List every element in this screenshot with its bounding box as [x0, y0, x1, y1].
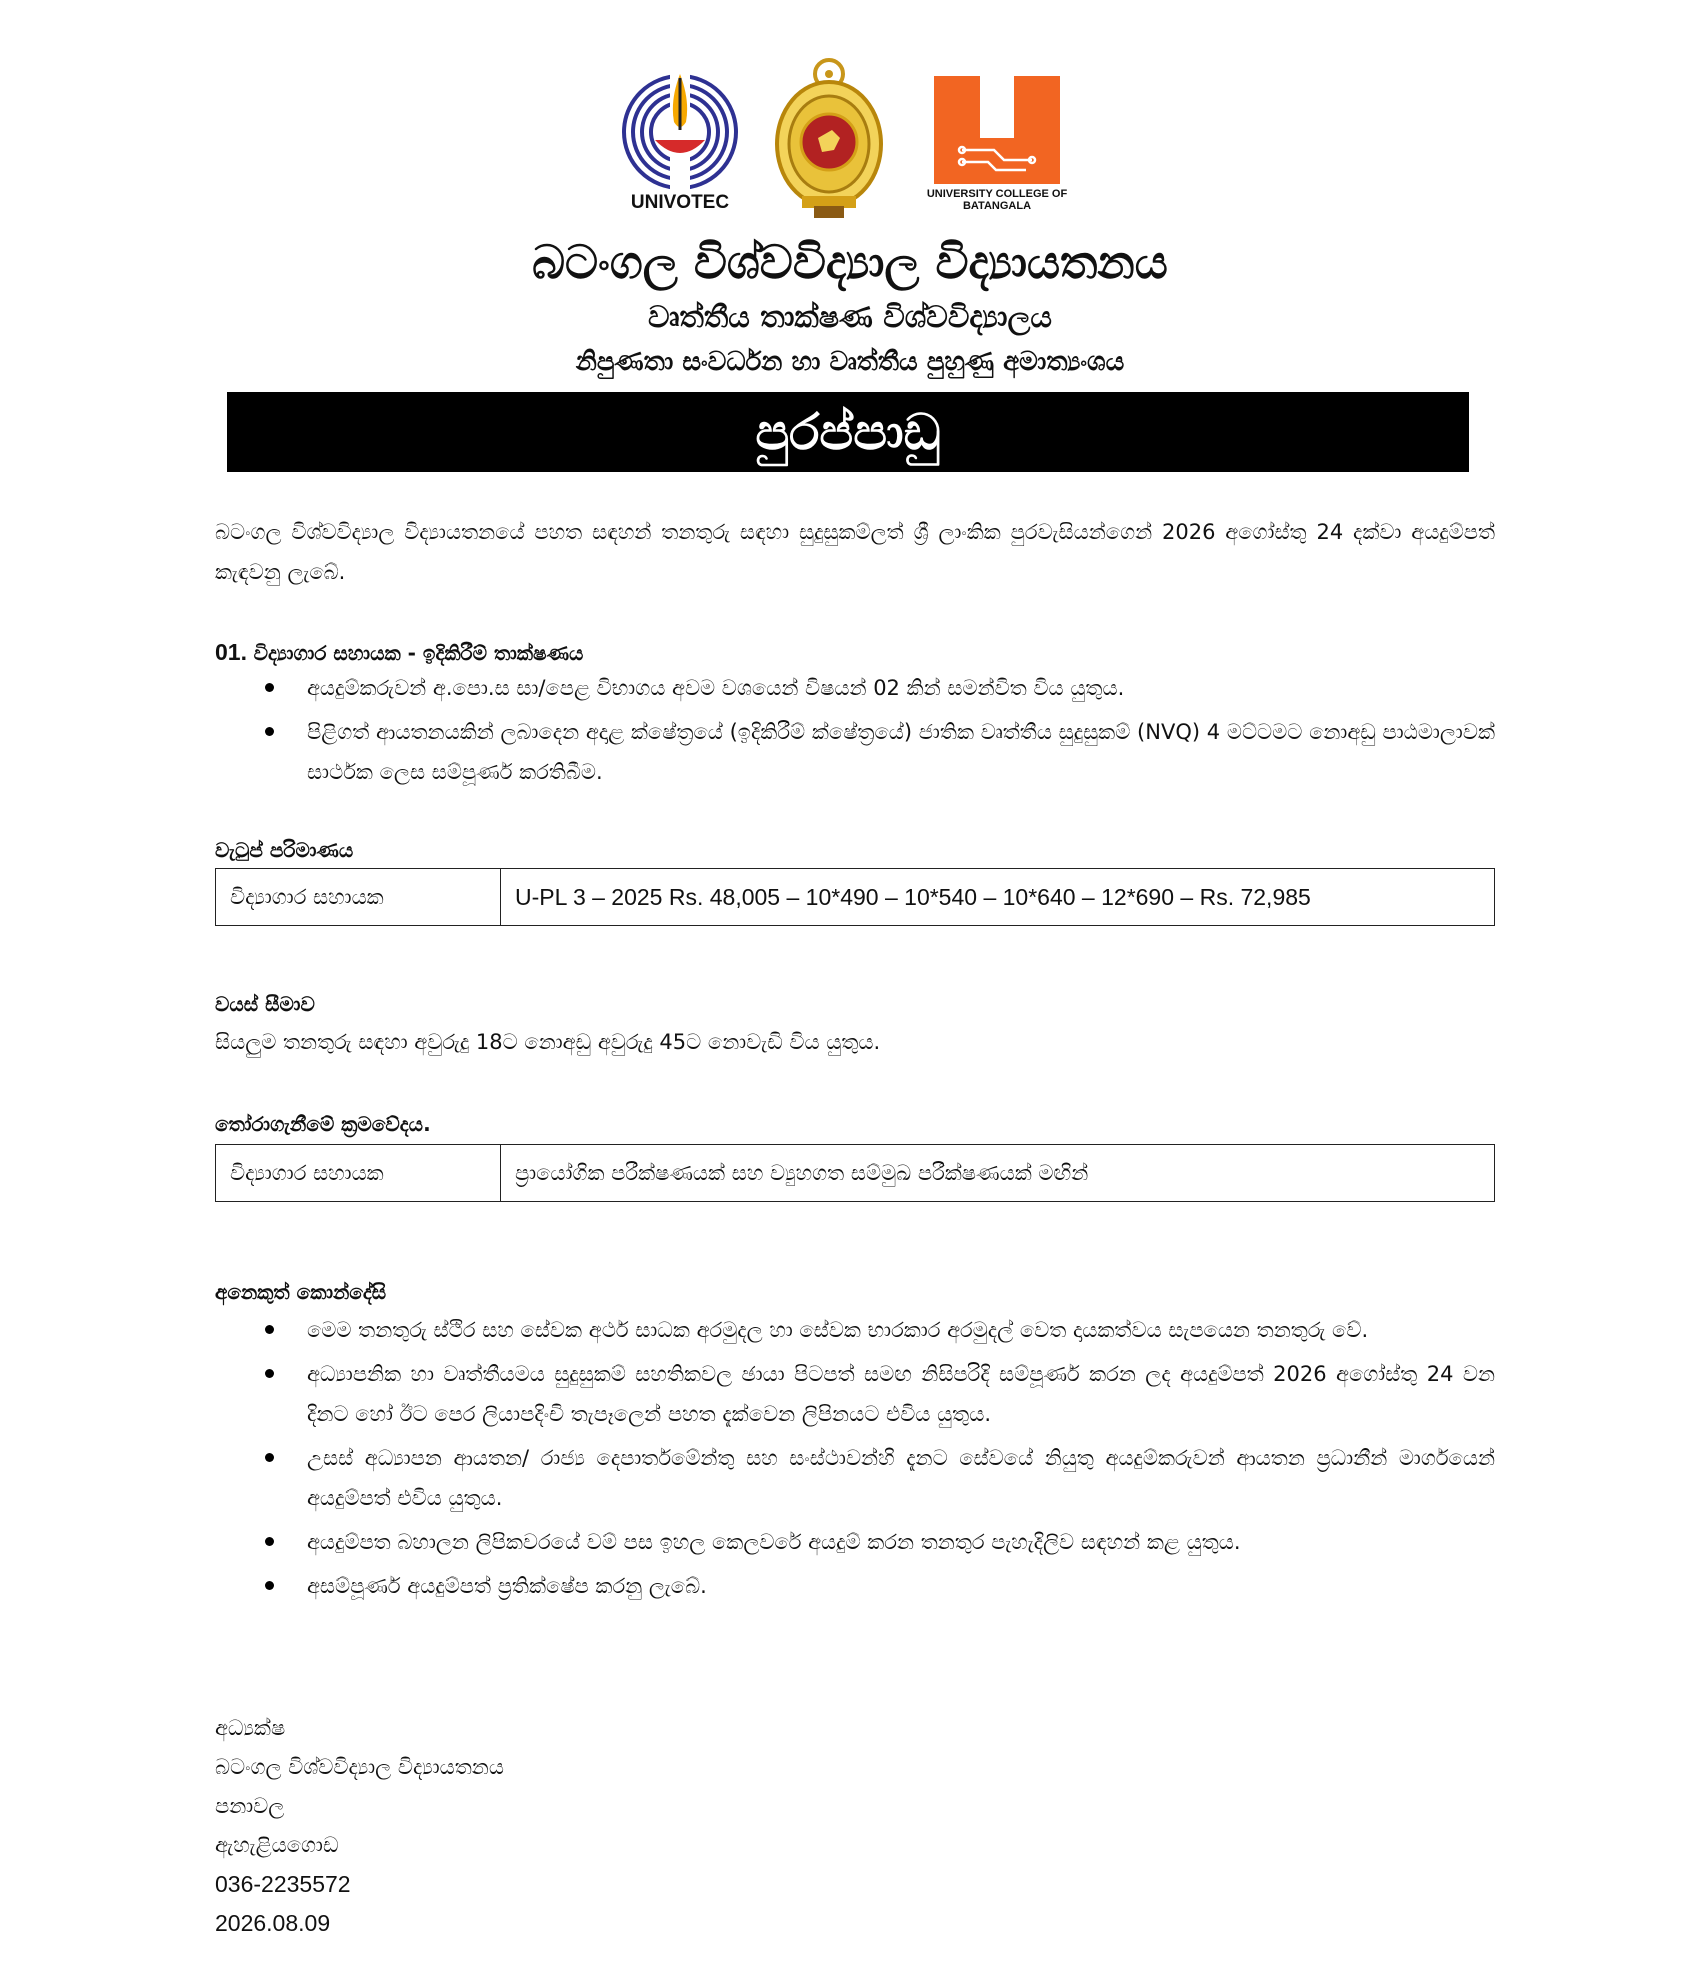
- bullet-icon: [265, 727, 274, 736]
- signature-phone: 036-2235572: [215, 1871, 351, 1897]
- requirement-text: පිළිගත් ආයතනයකින් ලබාදෙන අදාළ ක්ෂේත්‍රයේ (ඉදිකිරීම් ක්ෂේත්‍රයේ) ජාතික වෘත්තීය සුදුසුකම් (NVQ) 4 මට්ටමට නොඅඩු පාඨමාලාවක් සාර්ථක ලෙස සම්පූර්ණ කරතිබීම.: [307, 720, 1495, 784]
- other-conditions-list: [215, 1310, 1495, 1610]
- univotec-logo: [610, 70, 750, 220]
- section-1-number: 01.: [215, 639, 247, 665]
- list-item: [215, 1438, 1495, 1518]
- salary-heading: වැටුප් පරිමාණය: [215, 838, 354, 862]
- logo-strip: [0, 70, 1700, 230]
- selection-table: [215, 1144, 1495, 1202]
- list-item: [215, 1354, 1495, 1434]
- univotec-caption: UNIVOTEC: [630, 192, 730, 213]
- bullet-icon: [265, 1453, 274, 1462]
- selection-position-cell: විද්‍යාගාර සහායක: [216, 1145, 501, 1202]
- list-item: [215, 1566, 1495, 1606]
- signature-date: 2026.08.09: [215, 1910, 331, 1936]
- list-item: [215, 1522, 1495, 1562]
- ucb-caption-line2: BATANGALA: [962, 200, 1032, 212]
- signature-address-line: ඇහැළියගොඩ: [215, 1833, 339, 1857]
- university-subtitle: වෘත්තීය තාක්ෂණ විශ්වවිද්‍යාලය: [648, 300, 1052, 335]
- ucb-caption: [922, 188, 1072, 212]
- bullet-icon: [265, 1537, 274, 1546]
- condition-text: උසස් අධ්‍යාපන ආයතන/ රාජ්‍ය දෙපාර්තමේන්තු සහ සංස්ථාවන්හි දැනට සේවයේ නියුතු අයදුම්කරුවන් ආයතන ප්‍රධානීන් මාර්ගයෙන් අයදුම්පත් එවිය යුතුය.: [307, 1446, 1495, 1510]
- signature-address-line: පනාවල: [215, 1794, 285, 1818]
- age-heading: වයස් සීමාව: [215, 992, 315, 1016]
- university-college-batangala-logo: [922, 74, 1072, 214]
- bullet-icon: [265, 1581, 274, 1590]
- other-conditions-heading: අනෙකුත් කොන්දේසි: [215, 1280, 387, 1304]
- salary-table: [215, 868, 1495, 926]
- table-row: [216, 1145, 1495, 1202]
- condition-text: අසම්පූර්ණ අයදුම්පත් ප්‍රතික්ෂේප කරනු ලැබේ.: [307, 1574, 707, 1598]
- selection-method-cell: ප්‍රායෝගික පරීක්ෂණයක් සහ ව්‍යුහගත සම්මුඛ පරීක්ෂණයක් මඟින්: [501, 1145, 1495, 1202]
- condition-text: අයදුම්පත බහාලන ලිපිකවරයේ වම් පස ඉහල කෙලවරේ අයදුම් කරන තනතුර පැහැදිලිව සඳහන් කළ යුතුය.: [307, 1530, 1241, 1554]
- selection-heading: තෝරාගැනීමේ ක්‍රමවේදය.: [215, 1112, 431, 1136]
- ministry-subtitle: නිපුණතා සංවර්ධන හා වෘත්තීය පුහුණු අමාත්‍යංශය: [575, 347, 1125, 377]
- bullet-icon: [265, 1325, 274, 1334]
- age-text: සියලුම තනතුරු සඳහා අවුරුදු 18ට නොඅඩු අවුරුදු 45ට නොවැඩි විය යුතුය.: [215, 1030, 881, 1054]
- vacancies-banner: [227, 392, 1469, 472]
- vacancies-banner-text: පුරප්පාඩු: [755, 403, 941, 461]
- salary-position-cell: විද්‍යාගාර සහායක: [216, 869, 501, 926]
- section-1-title: විද්‍යාගාර සහායක - ඉදිකිරීම් තාක්ෂණය: [253, 641, 584, 665]
- table-row: [216, 869, 1495, 926]
- list-item: [215, 1310, 1495, 1350]
- condition-text: මෙම තනතුරු ස්ථිර සහ සේවක අර්ථ සාධක අරමුදල හා සේවක භාරකාර අරමුදල් වෙත දායකත්වය සැපයෙන තනතුරු වේ.: [307, 1318, 1369, 1342]
- salary-scale-cell: U-PL 3 – 2025 Rs. 48,005 – 10*490 – 10*540 – 10*640 – 12*690 – Rs. 72,985: [501, 869, 1495, 926]
- signature-institution: බටංගල විශ්වවිද්‍යාල විද්‍යායතනය: [215, 1755, 504, 1779]
- ucb-caption-line1: UNIVERSITY COLLEGE OF: [926, 188, 1068, 200]
- requirements-list: [215, 668, 1495, 796]
- signature-title: අධ්‍යක්ෂ: [215, 1716, 286, 1740]
- sri-lanka-emblem-logo: [770, 56, 888, 220]
- section-1-heading: [215, 632, 1495, 673]
- institution-title: බටංගල විශ්වවිද්‍යාල විද්‍යායතනය: [532, 235, 1168, 289]
- list-item: [215, 668, 1495, 708]
- list-item: [215, 712, 1495, 792]
- condition-text: අධ්‍යාපනික හා වෘත්තීයමය සුදුසුකම් සහතිකවල ඡායා පිටපත් සමඟ නිසිපරිදි සම්පූර්ණ කරන ලද අයදුම්පත් 2026 අගෝස්තු 24 වන දිනට හෝ ඊට පෙර ලියාපදිංචි තැපෑලෙන් පහත දැක්වෙන ලිපිනයට එවිය යුතුය.: [307, 1362, 1495, 1426]
- bullet-icon: [265, 1369, 274, 1378]
- intro-paragraph: බටංගල විශ්වවිද්‍යාල විද්‍යායතනයේ පහත සඳහන් තනතුරු සඳහා සුදුසුකම්ලත් ශ්‍රී ලාංකික පුරවැසියන්ගෙන් 2026 අගෝස්තු 24 දක්වා අයදුම්පත් කැඳවනු ලැබේ.: [215, 520, 1495, 584]
- signature-block: [215, 1709, 504, 1943]
- requirement-text: අයදුම්කරුවන් අ.පො.ස සා/පෙළ විභාගය අවම වශයෙන් විෂයන් 02 කින් සමන්විත විය යුතුය.: [307, 676, 1125, 700]
- bullet-icon: [265, 683, 274, 692]
